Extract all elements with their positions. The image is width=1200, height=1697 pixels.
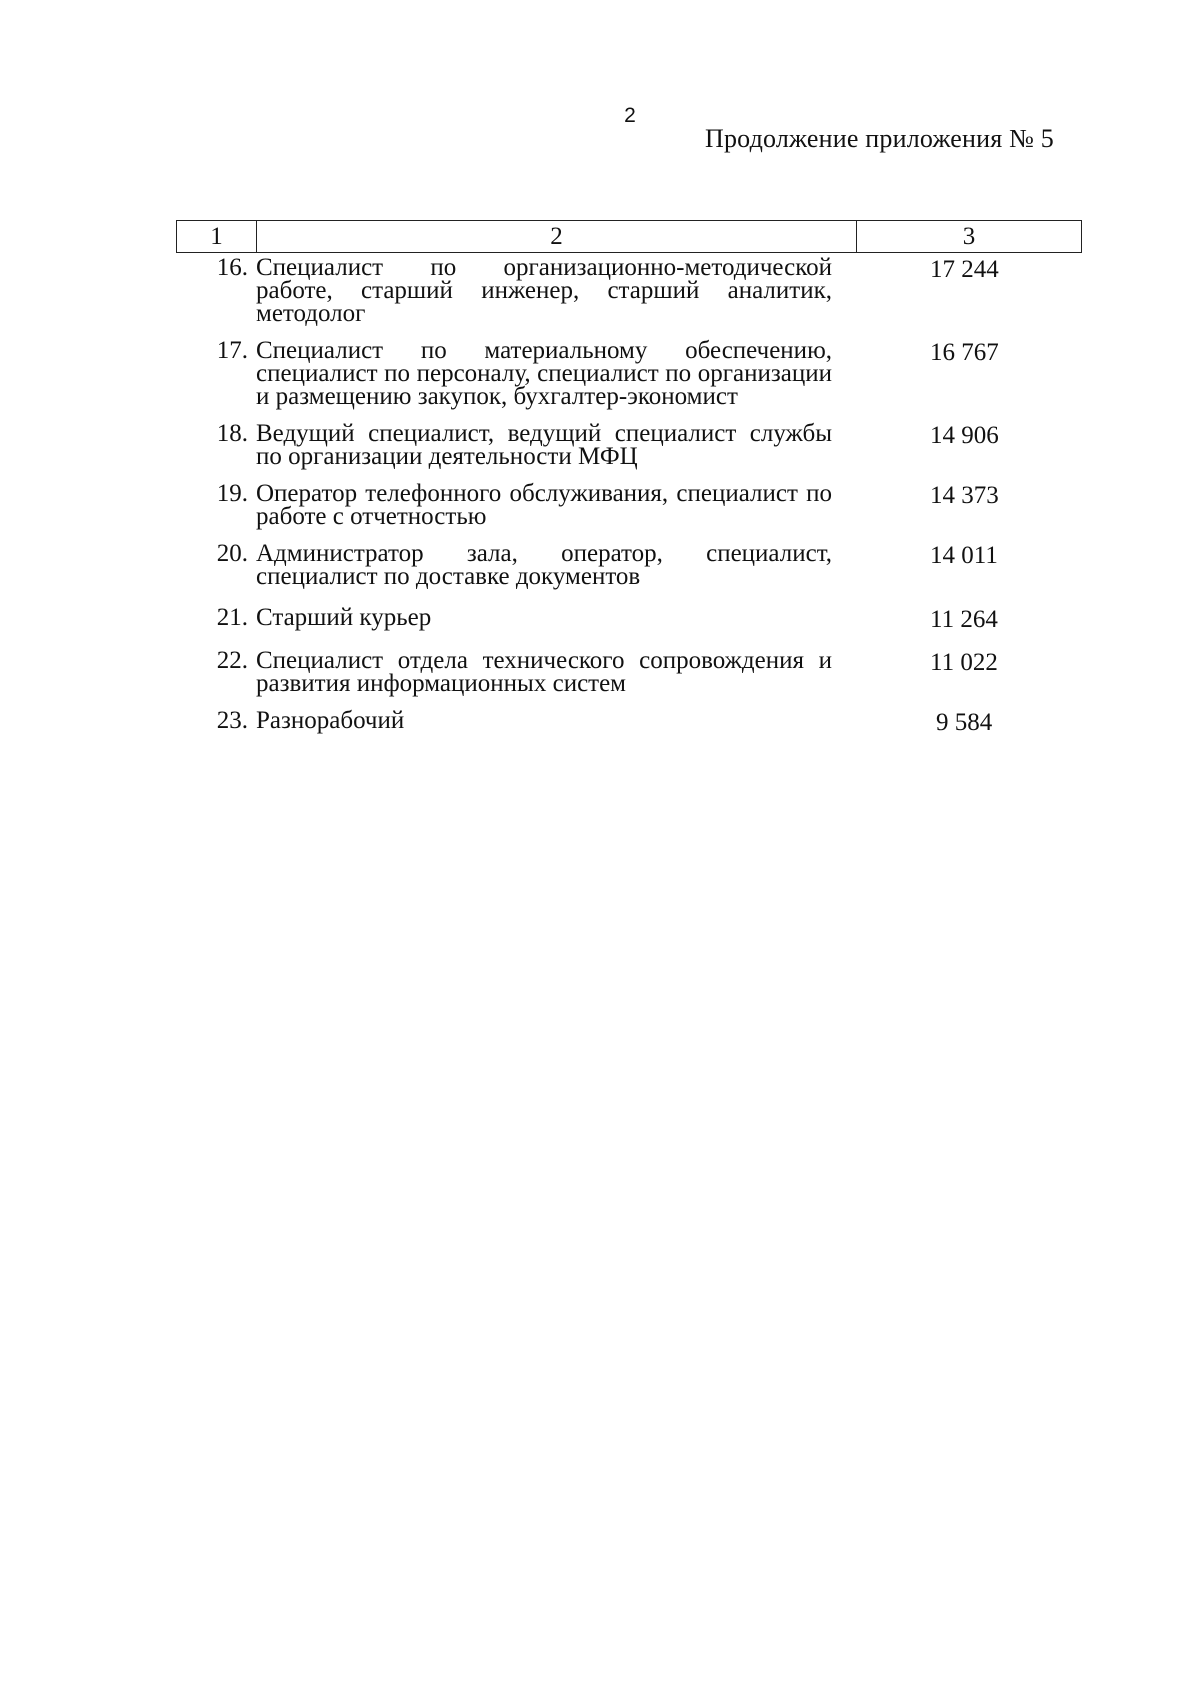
- table-row: [176, 707, 1082, 736]
- row-value: 9 584: [936, 709, 993, 736]
- table-row: [176, 649, 1082, 695]
- table-row: [176, 604, 1082, 633]
- header-cell-3: 3: [962, 222, 976, 250]
- row-number: 21.: [216, 604, 248, 631]
- row-title: Ведущий специалист, ведущий специалист службы по организации деятельности МФЦ: [256, 420, 832, 470]
- table-header: [176, 220, 1082, 253]
- row-title: Администратор зала, оператор, специалист, специалист по доставке документов: [256, 540, 832, 590]
- row-number: 16.: [216, 254, 248, 281]
- row-title: Старший курьер: [256, 604, 432, 631]
- row-title: Разнорабочий: [256, 707, 405, 734]
- table-row: [176, 542, 1082, 588]
- row-value: 11 264: [930, 606, 998, 633]
- table-row: [176, 256, 1082, 325]
- table-body: [176, 256, 1082, 738]
- header-cell-1: 1: [177, 221, 257, 252]
- row-value: 14 011: [930, 542, 998, 569]
- row-title: Специалист по организационно-методической работе, старший инженер, старший аналитик, методолог: [256, 254, 832, 327]
- page-number: 2: [624, 104, 636, 127]
- row-value: 17 244: [930, 256, 999, 283]
- row-title: Оператор телефонного обслуживания, специалист по работе с отчетностью: [256, 480, 832, 530]
- table-row: [176, 422, 1082, 468]
- row-number: 18.: [216, 420, 248, 447]
- row-number: 19.: [216, 480, 248, 507]
- row-number: 17.: [216, 337, 248, 364]
- row-value: 14 373: [930, 482, 999, 509]
- row-number: 22.: [216, 647, 248, 674]
- row-value: 11 022: [930, 649, 998, 676]
- table-row: [176, 339, 1082, 408]
- row-title: Специалист по материальному обеспечению, специалист по персоналу, специалист по организации и размещению закупок, бухгалтер-экономист: [256, 337, 832, 410]
- table-row: [176, 482, 1082, 528]
- row-number: 23.: [216, 707, 248, 734]
- header-cell-2: 2: [257, 221, 857, 252]
- appendix-title: Продолжение приложения № 5: [704, 124, 1054, 153]
- row-number: 20.: [216, 540, 248, 567]
- row-value: 16 767: [930, 339, 999, 366]
- row-title: Специалист отдела технического сопровождения и развития информационных систем: [256, 647, 832, 697]
- row-value: 14 906: [930, 422, 999, 449]
